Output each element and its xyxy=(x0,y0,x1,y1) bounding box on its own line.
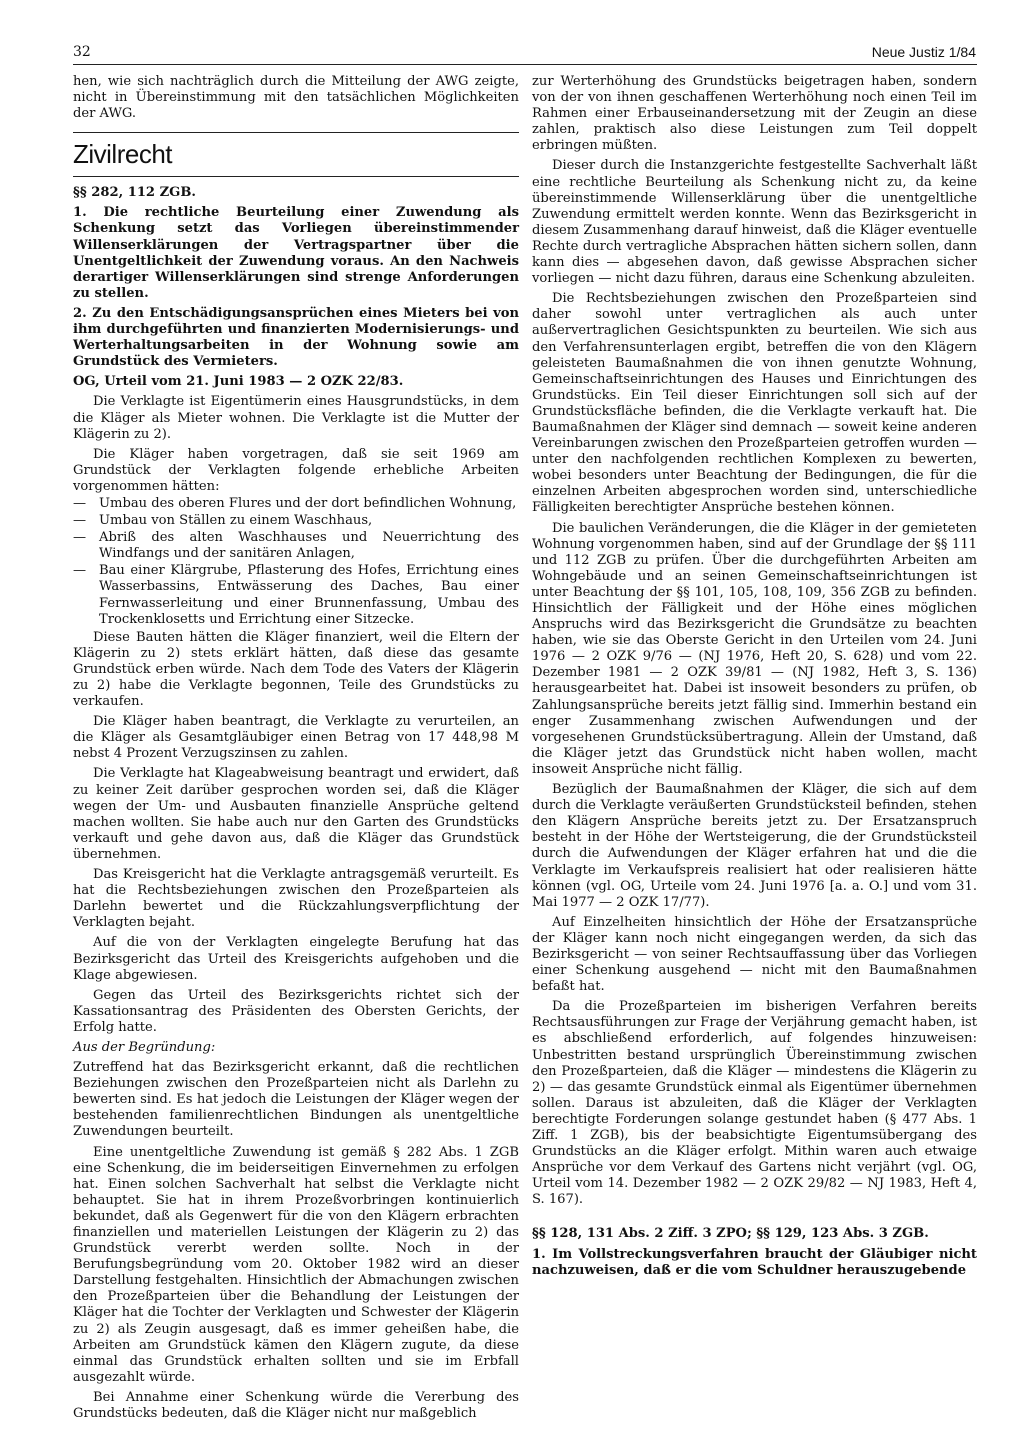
paragraph: zur Werterhöhung des Grundstücks beigetragen haben, sondern von der von ihnen geschaffenen Werterhöhung noch einen Teil im Rahmen einer Erbauseinandersetzung mit der Zeugin an diese zahlen, praktisch also diese Leistungen zum Teil doppelt erbringen müßten. xyxy=(532,74,977,154)
reasons-heading: Aus der Begründung: xyxy=(73,1039,216,1055)
paragraph: Eine unentgeltliche Zuwendung ist gemäß § 282 Abs. 1 ZGB eine Schenkung, die im beiderseitigen Einvernehmen zu erfolgen hat. Einen solchen Sachverhalt hat selbst die Verklagte nicht behauptet. Sie hat in ihrem Prozeßvorbringen kontinuierlich bekundet, daß als Gegenwert für die von den Klägern erbrachten finanziellen und materiellen Leistungen der Klägerin zu 2) das Grundstück vererbt werden sollte. Noch in der Berufungsbegründung vom 20. Oktober 1982 wird an dieser Darstellung festgehalten. Hinsichtlich der Abmachungen zwischen den Prozeßparteien über die Behandlung der Leistungen der Kläger hat die Tochter der Verklagten und Schwester der Klägerin zu 2) als Zeugin ausgesagt, daß es immer geheißen habe, die Arbeiten am Grundstück kämen den Klägern zugute, da diese einmal das Grundstück erhalten sollten und sie im Erbfall ausgezahlt würde. xyxy=(73,1144,519,1385)
paragraph: Die Verklagte hat Klageabweisung beantragt und erwidert, daß zu keiner Zeit darüber gesprochen worden sei, daß die Kläger wegen der Um- und Ausbauten finanzielle Ansprüche geltend machen wollten. Sie habe auch nur den Garten des Grundstücks verkauft und gehe davon aus, daß die Kläger das Grundstück übernehmen. xyxy=(73,766,519,862)
paragraph: Das Kreisgericht hat die Verklagte antragsgemäß verurteilt. Es hat die Rechtsbeziehungen zwischen den Prozeßparteien als Darlehn bewertet und die Rückzahlungsverpflichtung der Verklagten bejaht. xyxy=(73,867,519,931)
paragraph: Die Kläger haben vorgetragen, daß sie seit 1969 am Grundstück der Verklagten folgende erhebliche Arbeiten vorgenommen hätten: xyxy=(73,446,519,494)
paragraph: Die Verklagte ist Eigentümerin eines Hausgrundstücks, in dem die Kläger als Mieter wohnen. Die Verklagte ist die Mutter der Klägerin zu 2). xyxy=(73,394,519,442)
paragraph: Diese Bauten hätten die Kläger finanziert, weil die Eltern der Klägerin zu 2) stets erklärt hätten, daß diese das gesamte Grundstück erben würde. Nach dem Tode des Vaters der Klägerin zu 2) habe die Verklagte begonnen, Teile des Grundstücks zu verkaufen. xyxy=(73,629,519,710)
intro-paragraph: hen, wie sich nachträglich durch die Mitteilung der AWG zeigte, nicht in Übereinstimmung mit den tatsächlichen Möglichkeiten der AWG. xyxy=(73,74,519,122)
list-item: — Bau einer Klärgrube, Pflasterung des Hofes, Errichtung eines Wasserbassins, Entwässerung des Daches, Bau einer Fernwasserleitung und einer Brunnenfassung, Umbau des Trockenklosetts und Errichtung einer Sitzecke. xyxy=(73,563,519,627)
journal-title: Neue Justiz 1/84 xyxy=(871,44,976,60)
section-title: Zivilrecht xyxy=(73,137,519,177)
headnote-1: 1. Die rechtliche Beurteilung einer Zuwendung als Schenkung setzt das Vorliegen übereinstimmender Willenserklärungen der Vertragspartner über die Unentgeltlichkeit der Zuwendung voraus. An den Nachweis derartiger Willenserklärungen sind strenge Anforderungen zu stellen. xyxy=(73,205,519,301)
paragraph: Die Rechtsbeziehungen zwischen den Prozeßparteien sind daher sowohl unter vertraglichen als auch unter außervertraglichen Gesichtspunkten zu beurteilen. Wie sich aus den Verfahrensunterlagen ergibt, betreffen die von den Klägern geleisteten Baumaßnahmen die von ihnen genutzte Wohnung, Gemeinschaftseinrichtungen des Hauses und Einrichtungen des Grundstücks. Ein Teil dieser Einrichtungen soll sich auf der Grundstücksfläche befinden, die die Verklagte verkauft hat. Die Baumaßnahmen der Kläger sind demnach — soweit keine anderen Vereinbarungen zwischen den Prozeßparteien getroffen wurden — unter den nachfolgenden rechtlichen Komplexen zu bewerten, wobei besonders unter Beachtung der Bedingungen, die für die einzelnen Arbeiten abgesprochen worden sind, unterschiedliche Fälligkeiten berechtigter Ansprüche bestehen können. xyxy=(532,291,977,516)
headnote-2-1: 1. Im Vollstreckungsverfahren braucht der Gläubiger nicht nachzuweisen, daß er die vom Schuldner herauszugebende xyxy=(532,1246,977,1278)
works-list xyxy=(73,496,519,628)
paragraph: Bei Annahme einer Schenkung würde die Vererbung des Grundstücks bedeuten, daß die Kläger nicht nur maßgeblich xyxy=(73,1389,519,1422)
right-column xyxy=(532,74,977,1283)
list-item: — Umbau des oberen Flures und der dort befindlichen Wohnung, xyxy=(73,496,519,512)
paragraph: Dieser durch die Instanzgerichte festgestellte Sachverhalt läßt eine rechtliche Beurteilung als Schenkung nicht zu, da keine übereinstimmende Willenserklärung über die unentgeltliche Zuwendung ermittelt werden konnte. Wenn das Bezirksgericht in diesem Zusammenhang darauf hinweist, daß die Kläger eventuelle Rechte durch vertragliche Absprachen hätten sichern sollen, dann kann dies — abgesehen davon, daß gewisse Absprachen sicher vorliegen — nicht dazu führen, daraus eine Schenkung abzuleiten. xyxy=(532,158,977,287)
header-rule xyxy=(73,64,977,65)
paragraph: Gegen das Urteil des Bezirksgerichts richtet sich der Kassationsantrag des Präsidenten des Obersten Gerichts, der Erfolg hatte. xyxy=(73,987,519,1035)
paragraph: Bezüglich der Baumaßnahmen der Kläger, die sich auf dem durch die Verklagte veräußerten Grundstücksteil befinden, stehen den Klägern Ansprüche bereits jetzt zu. Der Ersatzanspruch besteht in der Höhe der Wertsteigerung, die der Grundstücksteil durch die Aufwendungen der Kläger erfahren hat und die die Verklagte im Verkaufspreis realisiert hat oder realisieren hätte können (vgl. OG, Urteile vom 24. Juni 1976 [a. a. O.] und vom 31. Mai 1977 — 2 OZK 17/77). xyxy=(532,782,977,910)
paragraph: Auf die von der Verklagten eingelegte Berufung hat das Bezirksgericht das Urteil des Kreisgerichts aufgehoben und die Klage abgewiesen. xyxy=(73,935,519,983)
law-citation: §§ 282, 112 ZGB. xyxy=(73,185,196,201)
headnote-2: 2. Zu den Entschädigungsansprüchen eines Mieters bei von ihm durchgeführten und finanzierten Modernisierungs- und Werterhaltungsarbeiten in der Wohnung sowie am Grundstück des Vermieters. xyxy=(73,305,519,370)
page-number: 32 xyxy=(73,44,91,60)
list-item: — Abriß des alten Waschhauses und Neuerrichtung des Windfangs und der sanitären Anlagen, xyxy=(73,530,519,562)
left-column xyxy=(73,74,519,1426)
paragraph: Zutreffend hat das Bezirksgericht erkannt, daß die rechtlichen Beziehungen zwischen den Prozeßparteien nicht als Darlehn zu bewerten sind. Es hat jedoch die Leistungen der Kläger wegen der bestehenden familienrechtlichen Bindungen als unentgeltliche Zuwendungen beurteilt. xyxy=(73,1060,519,1140)
paragraph: Die baulichen Veränderungen, die die Kläger in der gemieteten Wohnung vorgenommen haben, sind auf der Grundlage der §§ 111 und 112 ZGB zu prüfen. Über die durchgeführten Arbeiten am Wohngebäude und an seinen Gemeinschaftseinrichtungen ist unter Beachtung der §§ 101, 105, 108, 109, 356 ZGB zu befinden. Hinsichtlich der Fälligkeit und der Höhe eines möglichen Anspruchs wird das Bezirksgericht die Grundsätze zu beachten haben, wie sie das Oberste Gericht in den Urteilen vom 24. Juni 1976 — 2 OZK 9/76 — (NJ 1976, Heft 20, S. 628) und vom 22. Dezember 1981 — 2 OZK 39/81 — (NJ 1982, Heft 3, S. 136) herausgearbeitet hat. Dabei ist insoweit besonders zu prüfen, ob Zahlungsansprüche bereits jetzt fällig sind. Immerhin bestand ein enger Zusammenhang zwischen Aufwendungen und der vorgesehenen Grundstücksübertragung. Allein der Umstand, daß die Kläger jetzt das Grundstück nicht haben wollen, macht insoweit Ansprüche nicht fällig. xyxy=(532,520,977,777)
section-rule xyxy=(73,132,519,133)
law-citation-2: §§ 128, 131 Abs. 2 Ziff. 3 ZPO; §§ 129, 123 Abs. 3 ZGB. xyxy=(532,1226,929,1242)
paragraph: Auf Einzelheiten hinsichtlich der Höhe der Ersatzansprüche der Kläger kann noch nicht eingegangen werden, da sich das Bezirksgericht — von seiner Rechtsauffassung über das Vorliegen einer Schenkung ausgehend — nicht mit den Baumaßnahmen befaßt hat. xyxy=(532,914,977,995)
decision-reference: OG, Urteil vom 21. Juni 1983 — 2 OZK 22/83. xyxy=(73,374,404,390)
paragraph: Da die Prozeßparteien im bisherigen Verfahren bereits Rechtsausführungen zur Frage der Verjährung gemacht haben, ist es abschließend erforderlich, auf folgendes hinzuweisen: Unbestritten bestand ursprünglich Übereinstimmung zwischen den Prozeßparteien, daß die Kläger — mindestens die Klägerin zu 2) — das gesamte Grundstück einmal als Eigentümer übernehmen sollen. Daraus ist abzuleiten, daß die Kläger der Verklagten berechtigte Forderungen solange gestundet haben (§ 477 Abs. 1 Ziff. 1 ZGB), bis der beabsichtigte Eigentumsübergang des Grundstücks an die Kläger erfolgt. Mithin waren auch etwaige Ansprüche vor dem Verkauf des Gartens nicht verjährt (vgl. OG, Urteil vom 14. Dezember 1982 — 2 OZK 29/82 — NJ 1983, Heft 4, S. 167). xyxy=(532,999,977,1208)
list-item: — Umbau von Ställen zu einem Waschhaus, xyxy=(73,513,519,529)
paragraph: Die Kläger haben beantragt, die Verklagte zu verurteilen, an die Kläger als Gesamtgläubiger einen Betrag von 17 448,98 M nebst 4 Prozent Verzugszinsen zu zahlen. xyxy=(73,714,519,762)
